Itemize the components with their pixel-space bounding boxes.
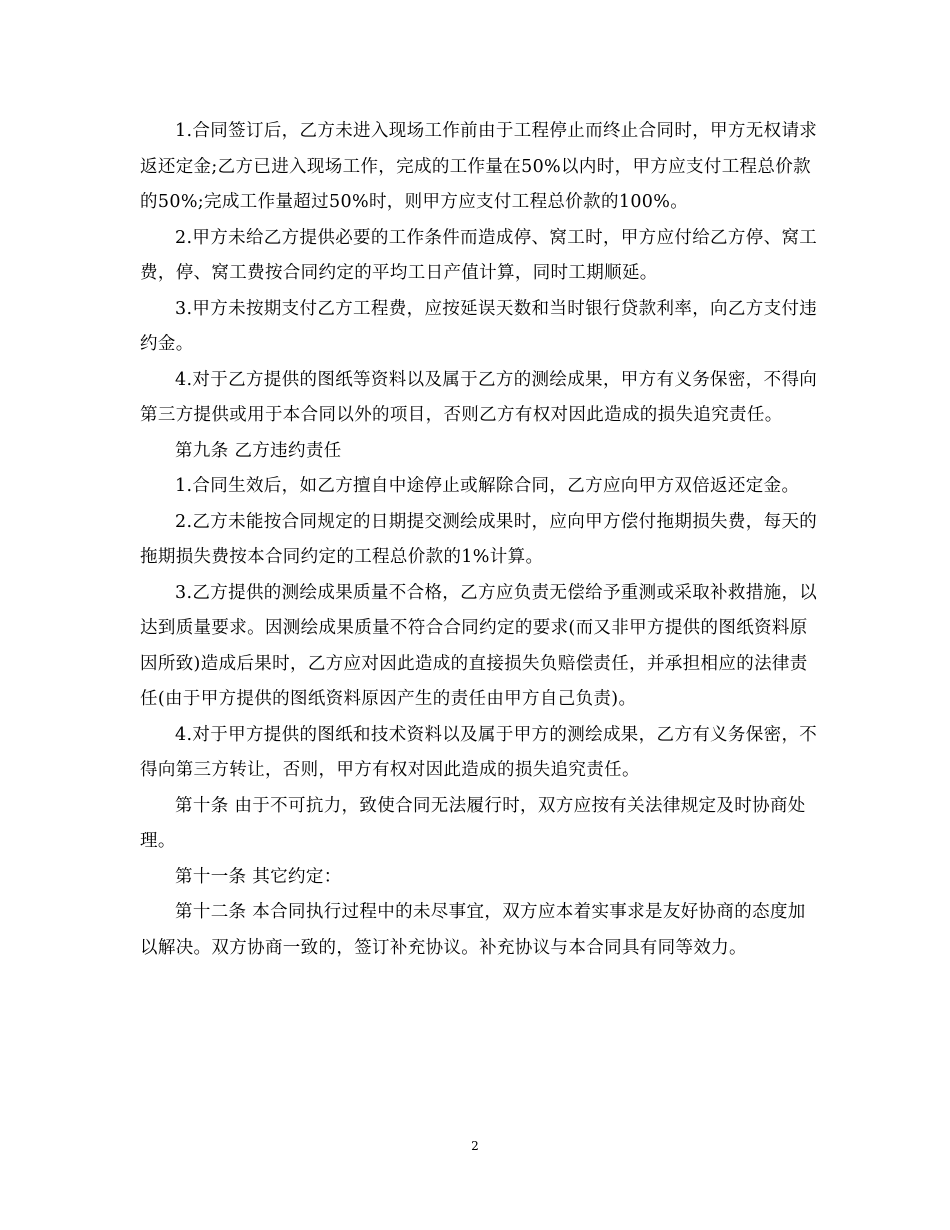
paragraph-clause-8-4: 4.对于乙方提供的图纸等资料以及属于乙方的测绘成果，甲方有义务保密，不得向第三方提供或用于本合同以外的项目，否则乙方有权对因此造成的损失追究责任。 [140,369,818,425]
paragraph-clause-9-2: 2.乙方未能按合同规定的日期提交测绘成果时，应向甲方偿付拖期损失费，每天的拖期损失费按本合同约定的工程总价款的1%计算。 [140,511,818,567]
paragraph-clause-8-1: 1.合同签订后，乙方未进入现场工作前由于工程停止而终止合同时，甲方无权请求返还定金;乙方已进入现场工作，完成的工作量在50%以内时，甲方应支付工程总价款的50%;完成工作量超过50%时，则甲方应支付工程总价款的100%。 [140,121,818,212]
section-heading-article-9: 第九条 乙方违约责任 [175,440,342,461]
paragraph-article-10: 第十条 由于不可抗力，致使合同无法履行时，双方应按有关法律规定及时协商处理。 [140,795,806,851]
paragraph-clause-9-4: 4.对于甲方提供的图纸和技术资料以及属于甲方的测绘成果，乙方有义务保密，不得向第三方转让，否则，甲方有权对因此造成的损失追究责任。 [140,724,818,780]
paragraph-article-12: 第十二条 本合同执行过程中的未尽事宜，双方应本着实事求是友好协商的态度加以解决。双方协商一致的，签订补充协议。补充协议与本合同具有同等效力。 [140,902,806,958]
paragraph-article-11: 第十一条 其它约定： [175,866,342,887]
document-body [140,114,820,966]
paragraph-clause-9-3: 3.乙方提供的测绘成果质量不合格，乙方应负责无偿给予重测或采取补救措施，以达到质量要求。因测绘成果质量不符合合同约定的要求(而又非甲方提供的图纸资料原因所致)造成后果时，乙方应对因此造成的直接损失负赔偿责任，并承担相应的法律责任(由于甲方提供的图纸资料原因产生的责任由甲方自己负责)。 [140,582,818,709]
page-number: 2 [471,1139,479,1153]
paragraph-clause-9-1: 1.合同生效后，如乙方擅自中途停止或解除合同，乙方应向甲方双倍返还定金。 [175,476,800,496]
paragraph-clause-8-3: 3.甲方未按期支付乙方工程费，应按延误天数和当时银行贷款利率，向乙方支付违约金。 [140,298,818,354]
paragraph-clause-8-2: 2.甲方未给乙方提供必要的工作条件而造成停、窝工时，甲方应付给乙方停、窝工费，停、窝工费按合同约定的平均工日产值计算，同时工期顺延。 [140,227,818,283]
